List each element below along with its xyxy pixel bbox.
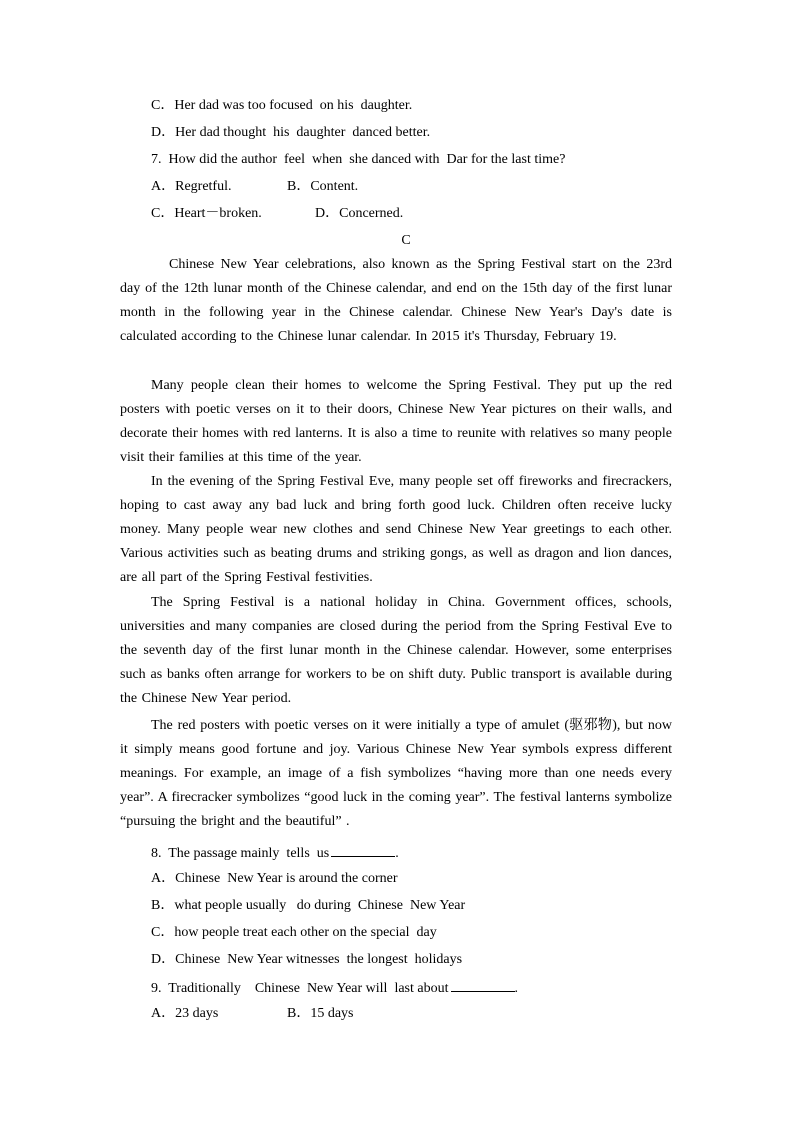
q9-answer-blank[interactable]	[451, 977, 515, 992]
q8-option-d: D．Chinese New Year witnesses the longest holidays	[151, 952, 463, 967]
q9-question-text: 9. Traditionally Chinese New Year will last about	[151, 981, 449, 996]
q7-question: 7. How did the author feel when she danced with Dar for the last time?	[151, 152, 566, 167]
q8-question-end: .	[395, 846, 399, 861]
q8-question	[151, 842, 399, 864]
q8-option-c: C．how people treat each other on the special day	[151, 925, 437, 940]
section-label: C	[401, 233, 411, 248]
q7-option-c: C．Heart－broken.	[151, 206, 262, 221]
q7-option-d: D．Concerned.	[315, 206, 404, 221]
q9-option-b: B．15 days	[287, 1006, 354, 1021]
q8-option-b: B．what people usually do during Chinese New Year	[151, 898, 466, 913]
q6-option-c: C．Her dad was too focused on his daughter.	[151, 98, 413, 113]
q6-option-d: D．Her dad thought his daughter danced better.	[151, 125, 431, 140]
passage-paragraph-2: Many people clean their homes to welcome the Spring Festival. They put up the red posters with poetic verses on it to their doors, Chinese New Year pictures on their walls, and decorate their homes with red lanterns. It is also a time to reunite with relatives so many people visit their families at this time of the year.	[120, 378, 672, 466]
passage-paragraph-1: Chinese New Year celebrations, also known as the Spring Festival start on the 23rd day of the 12th lunar month of the Chinese calendar, and end on the 15th day of the first lunar month in the following year in the Chinese calendar. Chinese New Year's Day's date is calculated according to the Chinese lunar calendar. In 2015 it's Thursday, February 19.	[120, 257, 672, 345]
q9-question	[151, 977, 518, 999]
passage-paragraph-4: The Spring Festival is a national holiday in China. Government offices, schools, universities and many companies are closed during the period from the Spring Festival Eve to the seventh day of the first lunar month in the Chinese calendar. However, some enterprises such as banks often arrange for workers to be on shift duty. Public transport is available during the Chinese New Year period.	[120, 595, 672, 707]
q9-question-end: .	[514, 981, 518, 996]
q7-option-a: A．Regretful.	[151, 179, 232, 194]
q8-answer-blank[interactable]	[331, 842, 395, 857]
passage-paragraph-5: The red posters with poetic verses on it were initially a type of amulet (驱邪物), but now it simply means good fortune and joy. Various Chinese New Year symbols express different meanings. For example, an image of a fish symbolizes “having more than one needs every year”. A firecracker symbolizes “good luck in the coming year”. The festival lanterns symbolize “pursuing the bright and the beautiful” .	[120, 718, 672, 830]
q8-option-a: A．Chinese New Year is around the corner	[151, 871, 398, 886]
q9-option-a: A．23 days	[151, 1006, 219, 1021]
q7-option-b: B．Content.	[287, 179, 359, 194]
passage-paragraph-3: In the evening of the Spring Festival Eve, many people set off fireworks and firecrackers, hoping to cast away any bad luck and bring forth good luck. Children often receive lucky money. Many people wear new clothes and send Chinese New Year greetings to each other. Various activities such as beating drums and striking gongs, as well as dragon and lion dances, are all part of the Spring Festival festivities.	[120, 474, 672, 586]
q8-question-text: 8. The passage mainly tells us	[151, 846, 330, 861]
